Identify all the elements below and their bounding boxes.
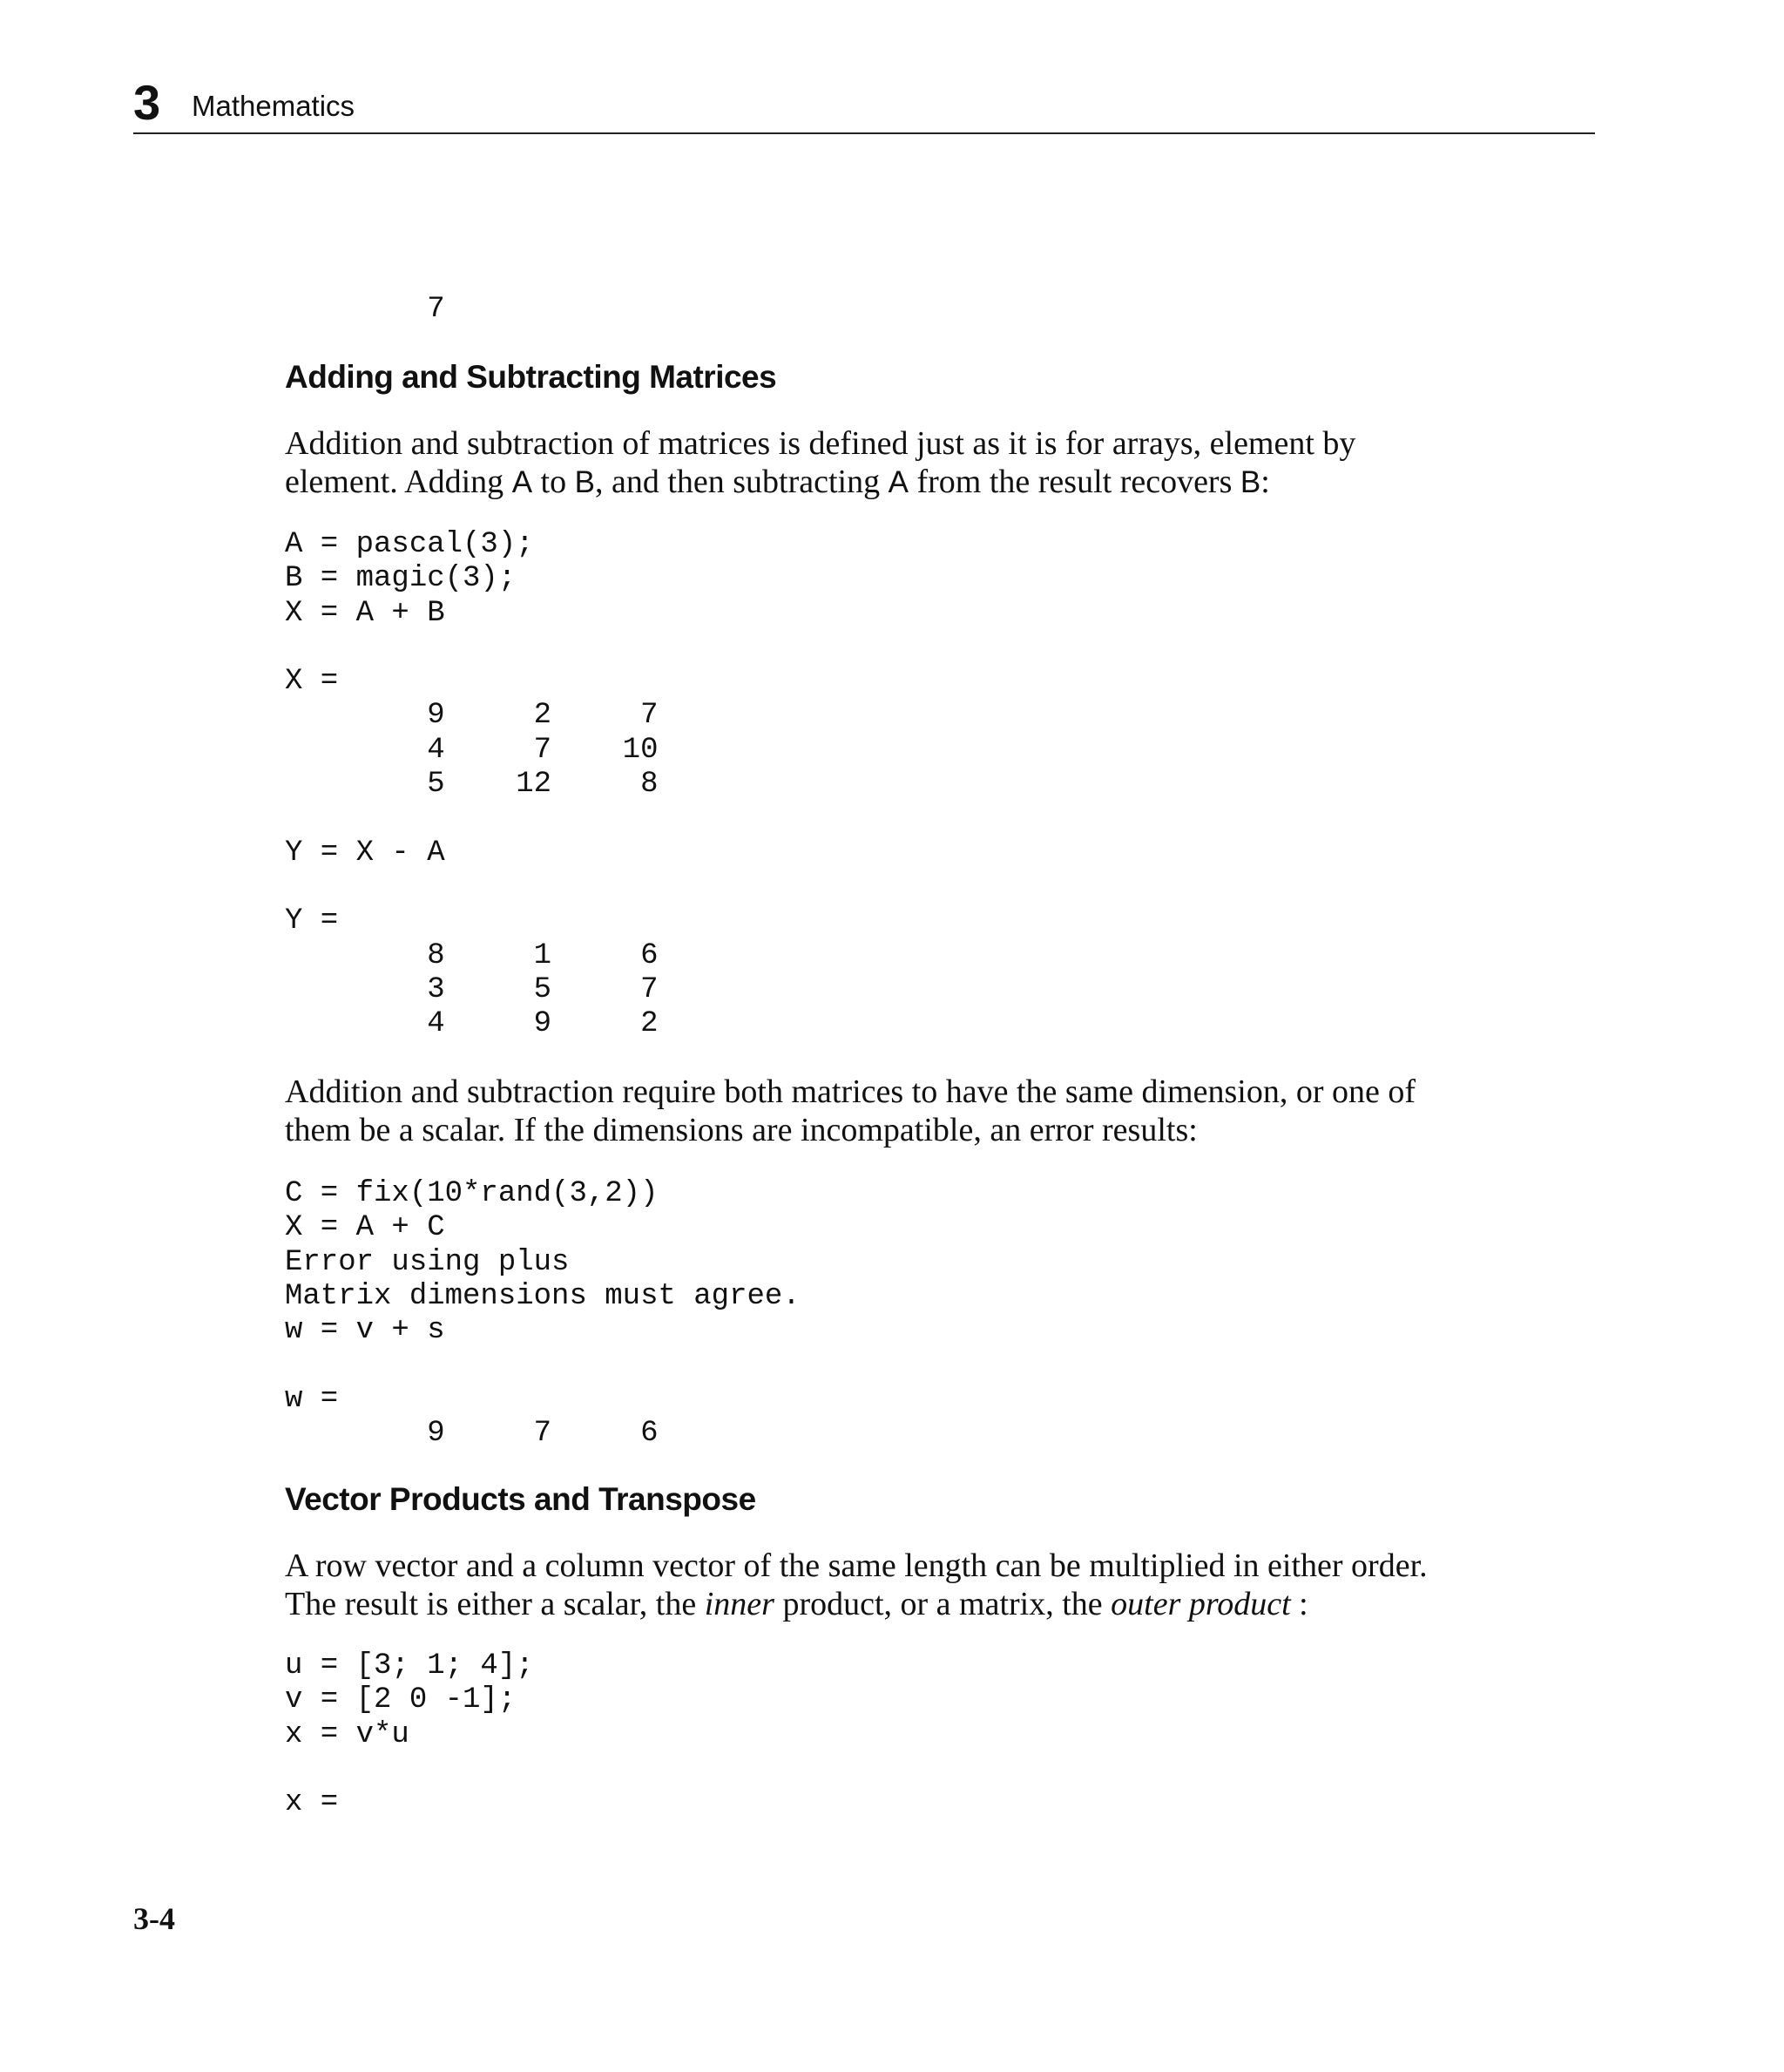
emphasis: inner — [704, 1586, 774, 1622]
chapter-number: 3 — [133, 75, 161, 130]
paragraph-addition-intro — [285, 424, 1609, 502]
text-run: from the result recovers — [908, 464, 1240, 500]
paragraph-line: Addition and subtraction require both matrices to have the same dimension, or one of — [285, 1073, 1416, 1110]
paragraph-vector-products — [285, 1547, 1609, 1623]
inline-code: A — [511, 465, 533, 499]
paragraph-line: them be a scalar. If the dimensions are incompatible, an error results: — [285, 1112, 1198, 1148]
inline-code: A — [888, 465, 909, 499]
code-block-error: C = fix(10*rand(3,2)) X = A + C Error using plus Matrix dimensions must agree. w = v + s w = 9 7 6 — [285, 1177, 801, 1451]
page-header — [133, 73, 1595, 134]
text-run: : — [1260, 464, 1270, 500]
text-run: The result is either a scalar, the — [285, 1586, 705, 1622]
paragraph-dimension-requirement — [285, 1073, 1609, 1149]
inline-code: B — [1240, 465, 1261, 499]
paragraph-line — [285, 463, 1609, 502]
text-run: element. Adding — [285, 464, 512, 500]
previous-output: 7 — [285, 293, 445, 326]
section-heading-vector-products: Vector Products and Transpose — [285, 1481, 756, 1517]
text-run: : — [1290, 1586, 1308, 1622]
code-block-vector-products: u = [3; 1; 4]; v = [2 0 -1]; x = v*u x = — [285, 1649, 534, 1820]
inline-code: B — [574, 465, 595, 499]
paragraph-line — [285, 1585, 1609, 1623]
text-run: product, or a matrix, the — [774, 1586, 1112, 1622]
paragraph-line: A row vector and a column vector of the same length can be multiplied in either order. — [285, 1547, 1428, 1584]
code-block-addition: A = pascal(3); B = magic(3); X = A + B X = 9 2 7 4 7 10 5 12 8 Y = X - A Y = 8 1 6 3 5 7 4 9 2 — [285, 528, 659, 1041]
chapter-title: Mathematics — [192, 90, 355, 122]
page-number: 3-4 — [133, 1901, 175, 1936]
emphasis: outer product — [1111, 1586, 1291, 1622]
text-run: to — [532, 464, 575, 500]
text-run: , and then subtracting — [594, 464, 889, 500]
paragraph-line: Addition and subtraction of matrices is defined just as it is for arrays, element by — [285, 425, 1356, 462]
section-heading-adding-subtracting: Adding and Subtracting Matrices — [285, 359, 777, 395]
